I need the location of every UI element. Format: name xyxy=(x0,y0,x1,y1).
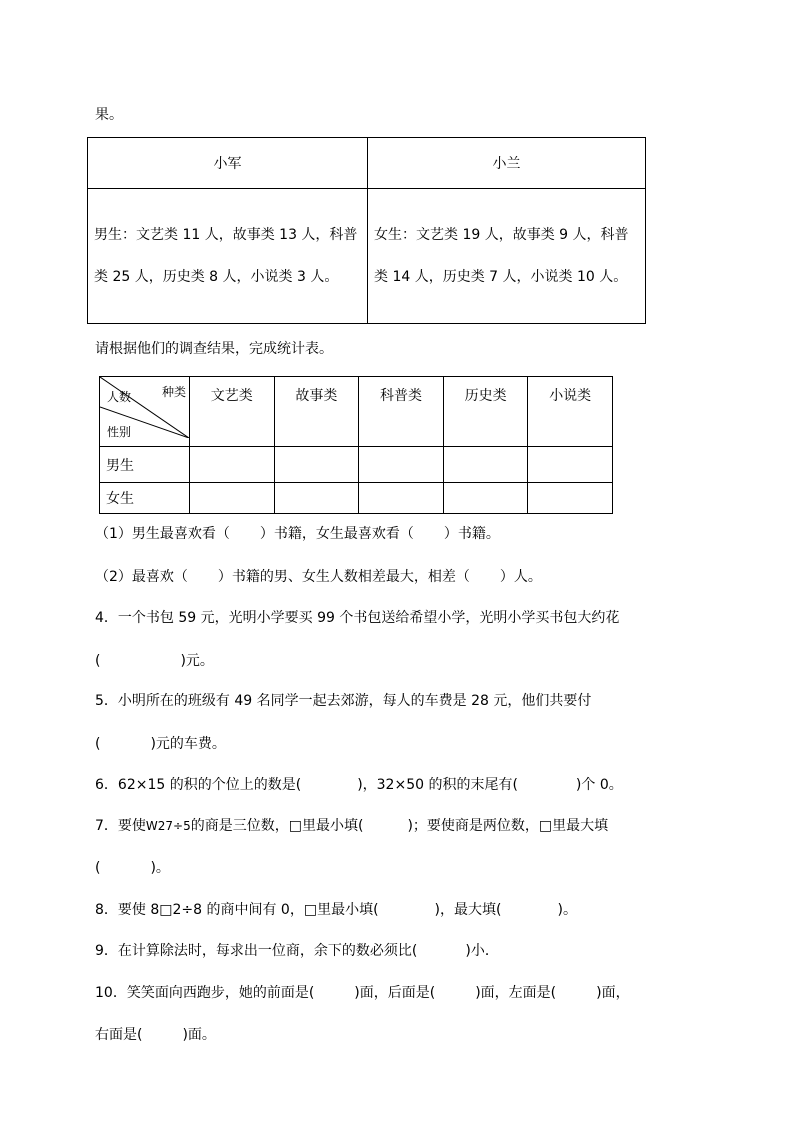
question-5-line2 xyxy=(95,733,226,753)
answer-cell[interactable] xyxy=(443,483,528,514)
answer-cell[interactable] xyxy=(190,447,275,483)
column-header: 科普类 xyxy=(359,377,444,447)
question-9 xyxy=(95,940,499,960)
question-text: 9．在计算除法时，每求出一位商，余下的数必须比( xyxy=(95,943,418,959)
answer-cell[interactable] xyxy=(528,447,613,483)
question-7-line1 xyxy=(95,815,608,835)
question-text: )，最大填( xyxy=(434,902,502,918)
question-8 xyxy=(95,899,577,919)
corner-label-gender: 性别 xyxy=(107,425,132,439)
question-text: )，32×50 的积的末尾有( xyxy=(357,777,518,793)
survey-cell-girls: 女生：文艺类 19 人，故事类 9 人，科普类 14 人，历史类 7 人，小说类 10 人。 xyxy=(368,189,646,324)
question-text: )。 xyxy=(557,902,577,918)
stat-table-corner xyxy=(100,377,190,447)
question-text: ）书籍，女生最喜欢看（ xyxy=(259,526,414,542)
question-6 xyxy=(95,774,623,794)
question-text: )个 0。 xyxy=(575,777,623,793)
question-text: 8．要使 8□2÷8 的商中间有 0，□里最小填( xyxy=(95,902,379,918)
question-text: 10．笑笑面向西跑步，她的前面是( xyxy=(95,985,315,1001)
corner-label-type: 种类 xyxy=(162,385,187,399)
question-4-line2 xyxy=(95,650,214,670)
lead-fragment: 果。 xyxy=(95,107,123,123)
question-text: ）人。 xyxy=(499,569,542,585)
question-text: 的商是三位数，□里最小填( xyxy=(190,818,364,834)
question-formula: W27÷5 xyxy=(145,819,191,833)
question-text: )面，左面是( xyxy=(475,985,557,1001)
stat-table xyxy=(99,376,613,514)
answer-cell[interactable] xyxy=(359,447,444,483)
question-text: )元。 xyxy=(180,653,214,669)
answer-cell[interactable] xyxy=(274,447,359,483)
question-text: )。 xyxy=(150,860,170,876)
survey-header-xiaolan: 小兰 xyxy=(368,138,646,189)
question-10-line1 xyxy=(95,982,630,1002)
question-text: )面，后面是( xyxy=(354,985,436,1001)
survey-table xyxy=(87,137,646,324)
question-text: )元的车费。 xyxy=(150,736,226,752)
answer-cell[interactable] xyxy=(443,447,528,483)
answer-cell[interactable] xyxy=(528,483,613,514)
answer-cell[interactable] xyxy=(274,483,359,514)
question-10-line2 xyxy=(95,1024,216,1044)
question-text: ( xyxy=(95,736,101,752)
answer-cell[interactable] xyxy=(190,483,275,514)
column-header: 小说类 xyxy=(528,377,613,447)
question-text: 右面是( xyxy=(95,1027,143,1043)
question-text: )小． xyxy=(465,943,499,959)
instruction-text: 请根据他们的调查结果，完成统计表。 xyxy=(95,341,333,357)
question-text: （2）最喜欢（ xyxy=(95,569,188,585)
question-text: （1）男生最喜欢看（ xyxy=(95,526,230,542)
question-text: ( xyxy=(95,653,101,669)
column-header: 文艺类 xyxy=(190,377,275,447)
row-label-boys: 男生 xyxy=(100,447,190,483)
question-7-line2 xyxy=(95,857,170,877)
survey-cell-boys: 男生：文艺类 11 人，故事类 13 人，科普类 25 人，历史类 8 人，小说类 3 人。 xyxy=(88,189,368,324)
question-text: ）书籍的男、女生人数相差最大，相差（ xyxy=(217,569,470,585)
question-text: 6．62×15 的积的个位上的数是( xyxy=(95,777,302,793)
question-3-2 xyxy=(95,566,542,586)
column-header: 历史类 xyxy=(443,377,528,447)
question-text: ( xyxy=(95,860,101,876)
question-text: )面， xyxy=(596,985,630,1001)
column-header: 故事类 xyxy=(274,377,359,447)
question-4-line1: 4．一个书包 59 元，光明小学要买 99 个书包送给希望小学，光明小学买书包大约花 xyxy=(95,610,620,626)
question-text: )面。 xyxy=(182,1027,216,1043)
question-text: ）书籍。 xyxy=(443,526,500,542)
row-label-girls: 女生 xyxy=(100,483,190,514)
corner-label-count: 人数 xyxy=(107,390,132,404)
survey-header-xiaojun: 小军 xyxy=(88,138,368,189)
answer-cell[interactable] xyxy=(359,483,444,514)
question-text: 7．要使 xyxy=(95,818,146,834)
question-3-1 xyxy=(95,523,500,543)
question-text: )；要使商是两位数，□里最大填 xyxy=(407,818,609,834)
question-5-line1: 5．小明所在的班级有 49 名同学一起去郊游，每人的车费是 28 元，他们共要付 xyxy=(95,693,592,709)
